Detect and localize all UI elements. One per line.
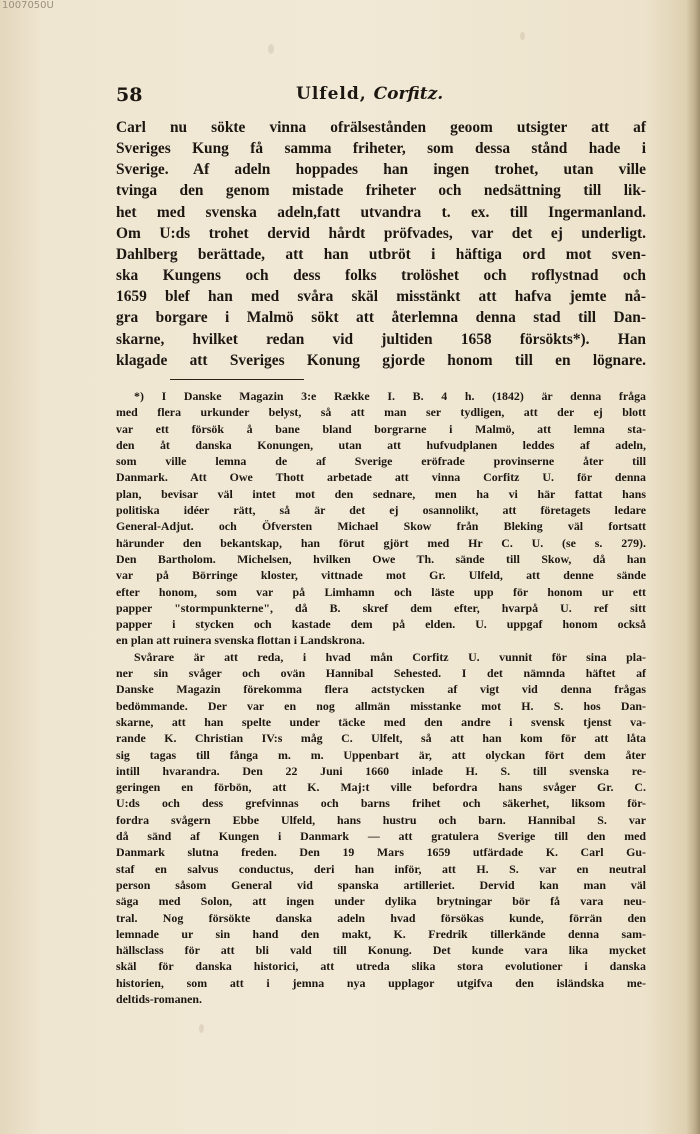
footnote-line: härunder den bekantskap, han förut gjört med Hr C. U. (se s. 279). <box>116 535 646 550</box>
footnote-line: var ett försök å bane bland borgrarne i Malmö, att lemna sta- <box>116 421 646 436</box>
footnote-line: som ville lemna de af Sverige eröfrade provinserne åter till <box>116 454 646 469</box>
page-number: 58 <box>116 84 143 106</box>
footnote-line: den åt danska Konungen, utan att hufvudplanen leddes af adeln, <box>116 437 646 452</box>
footnote-line: en plan att ruinera svenska flottan i Landskrona. <box>116 633 365 648</box>
footnote-line: fordra svågern Ebbe Ulfeld, hans hustru och barn. Hannibal S. var <box>116 812 646 827</box>
footnote-line: då sänd af Kungen i Danmark — att gratulera Sverige till den med <box>116 829 646 844</box>
body-line: Sveriges Kung få samma friheter, som dessa stånd hade i <box>116 140 646 158</box>
footnote-line: geringen en förbön, att K. Maj:t ville befordra hans svåger Gr. C. <box>116 780 646 795</box>
footnote-line: papper "stormpunkterne", då B. skref dem efter, hvarpå U. ref sitt <box>116 600 646 615</box>
footnote-line: efter honom, som var på Limhamn och läste upp för honom ur ett <box>116 584 646 599</box>
running-head <box>296 84 443 104</box>
paper-stain <box>268 44 274 54</box>
footnote-line: skarne, att han spelte under täcke med den andre i svensk tjenst va- <box>116 714 646 729</box>
scan-identifier: 1007050U <box>2 0 54 11</box>
footnote-line: Danske Magazin förekomma flera actstycken af vigt vid denna frågas <box>116 682 646 697</box>
main-text <box>116 117 646 371</box>
body-line: Carl nu sökte vinna ofrälsestånden geoom utsigter att af <box>116 119 646 136</box>
body-line: gra borgare i Malmö sökt att återlemna denna stad till Dan- <box>116 309 646 327</box>
footnote-line: Danmark slutna freden. Den 19 Mars 1659 utfärdade K. Carl Gu- <box>116 845 646 860</box>
footnote-line: U:ds och dess grefvinnas och barns frihet och säkerhet, liksom för- <box>116 796 646 811</box>
body-line: het med svenska adeln,fatt utvandra t. ex. till Ingermanland. <box>116 203 646 221</box>
footnote-line: staf en salvus conductus, deri han inför, att H. S. var en neutral <box>116 861 646 876</box>
running-head-name: Ulfeld, <box>296 84 367 104</box>
body-line: Sverige. Af adeln hoppades han ingen trohet, utan ville <box>116 161 646 179</box>
footnote-line: säga med Solon, att ingen under dylika brytningar bör få vara neu- <box>116 894 646 909</box>
footnote <box>116 388 646 1007</box>
footnote-line: rande K. Christian IV:s måg C. Ulfelt, så att han kom för att låta <box>116 731 646 746</box>
body-line: skarne, hvilket redan vid jultiden 1658 försökts*). Han <box>116 330 646 348</box>
body-line: Om U:ds trohet dervid hårdt pröfvades, var det ej underligt. <box>116 224 646 242</box>
footnote-line: *) I Danske Magazin 3:e Række I. B. 4 h. (1842) är denna fråga <box>134 389 646 403</box>
body-line: Dahlberg berättade, att han utbröt i häftiga ord mot sven- <box>116 245 646 263</box>
body-line: ska Kungens och dess folks trolöshet och roflystnad och <box>116 267 646 285</box>
footnote-line: historien, som att i jemna nya upplagor utgifva den isländska me- <box>116 975 646 990</box>
footnote-line: tral. Nog försökte danska adeln hvad försökas kunde, förrän den <box>116 910 646 925</box>
footnote-line: sig tagas till fånga m. m. Uppenbart är, att olyckan fört dem åter <box>116 747 646 762</box>
footnote-line: Den Bartholom. Michelsen, hvilken Owe Th. sände till Skow, då han <box>116 551 646 566</box>
footnote-line: var på Börringe kloster, vittnade mot Gr. Ulfeld, att denne sände <box>116 568 646 583</box>
body-line: klagade att Sveriges Konung gjorde honom till en lögnare. <box>116 351 646 369</box>
footnote-line: Svårare är att reda, i hvad mån Corfitz U. vunnit för sina pla- <box>134 649 646 664</box>
footnote-line: intill hvarandra. Den 22 Juni 1660 inlade H. S. till svenska re- <box>116 763 646 778</box>
footnote-line: bedömmande. Der var en nog allmän misstanke mot H. S. hos Dan- <box>116 698 646 713</box>
footnote-line: plan, bevisar väl intet mot den sednare, men ha vi här fattat hans <box>116 486 646 501</box>
footnote-line: med flera urkunder belyst, så att man ser tydligen, att der ej blott <box>116 405 646 420</box>
paper-stain <box>520 32 525 40</box>
footnote-line: person såsom General vid spanska artilleriet. Dervid kan man väl <box>116 877 646 892</box>
footnote-line: politiska idéer rätt, så är det ej osannolikt, att företagets ledare <box>116 503 646 518</box>
footnote-line: skäl för danska historici, att utreda slika stora evolutioner i danska <box>116 959 646 974</box>
page-edge-shadow <box>686 0 700 1134</box>
footnote-line: deltids-romanen. <box>116 991 202 1006</box>
footnote-line: ner sin svåger och ovän Hannibal Sehested. I det nämnda häftet af <box>116 666 646 681</box>
paper-stain <box>199 1024 204 1033</box>
body-line: tvinga den genom mistade friheter och nedsättning till lik- <box>116 182 646 200</box>
footnote-line: Danmark. Att Owe Thott arbetade att vinna Corfitz U. för denna <box>116 470 646 485</box>
footnote-separator <box>170 379 304 380</box>
footnote-line: papper i stycken och kastade dem på elden. U. uppgaf honom också <box>116 617 646 632</box>
footnote-line: hällsclass för att bli vald till Konung. Det kunde vara lika mycket <box>116 943 646 958</box>
footnote-line: General-Adjut. och Öfversten Michael Skow från Bleking väl fortsatt <box>116 519 646 534</box>
footnote-line: lemnade ur sin hand den makt, K. Fredrik tillerkände denna sam- <box>116 926 646 941</box>
body-line: 1659 blef han med svåra skäl misstänkt att hafva jemte nå- <box>116 288 646 306</box>
running-head-first-name: Corfitz. <box>373 84 444 104</box>
